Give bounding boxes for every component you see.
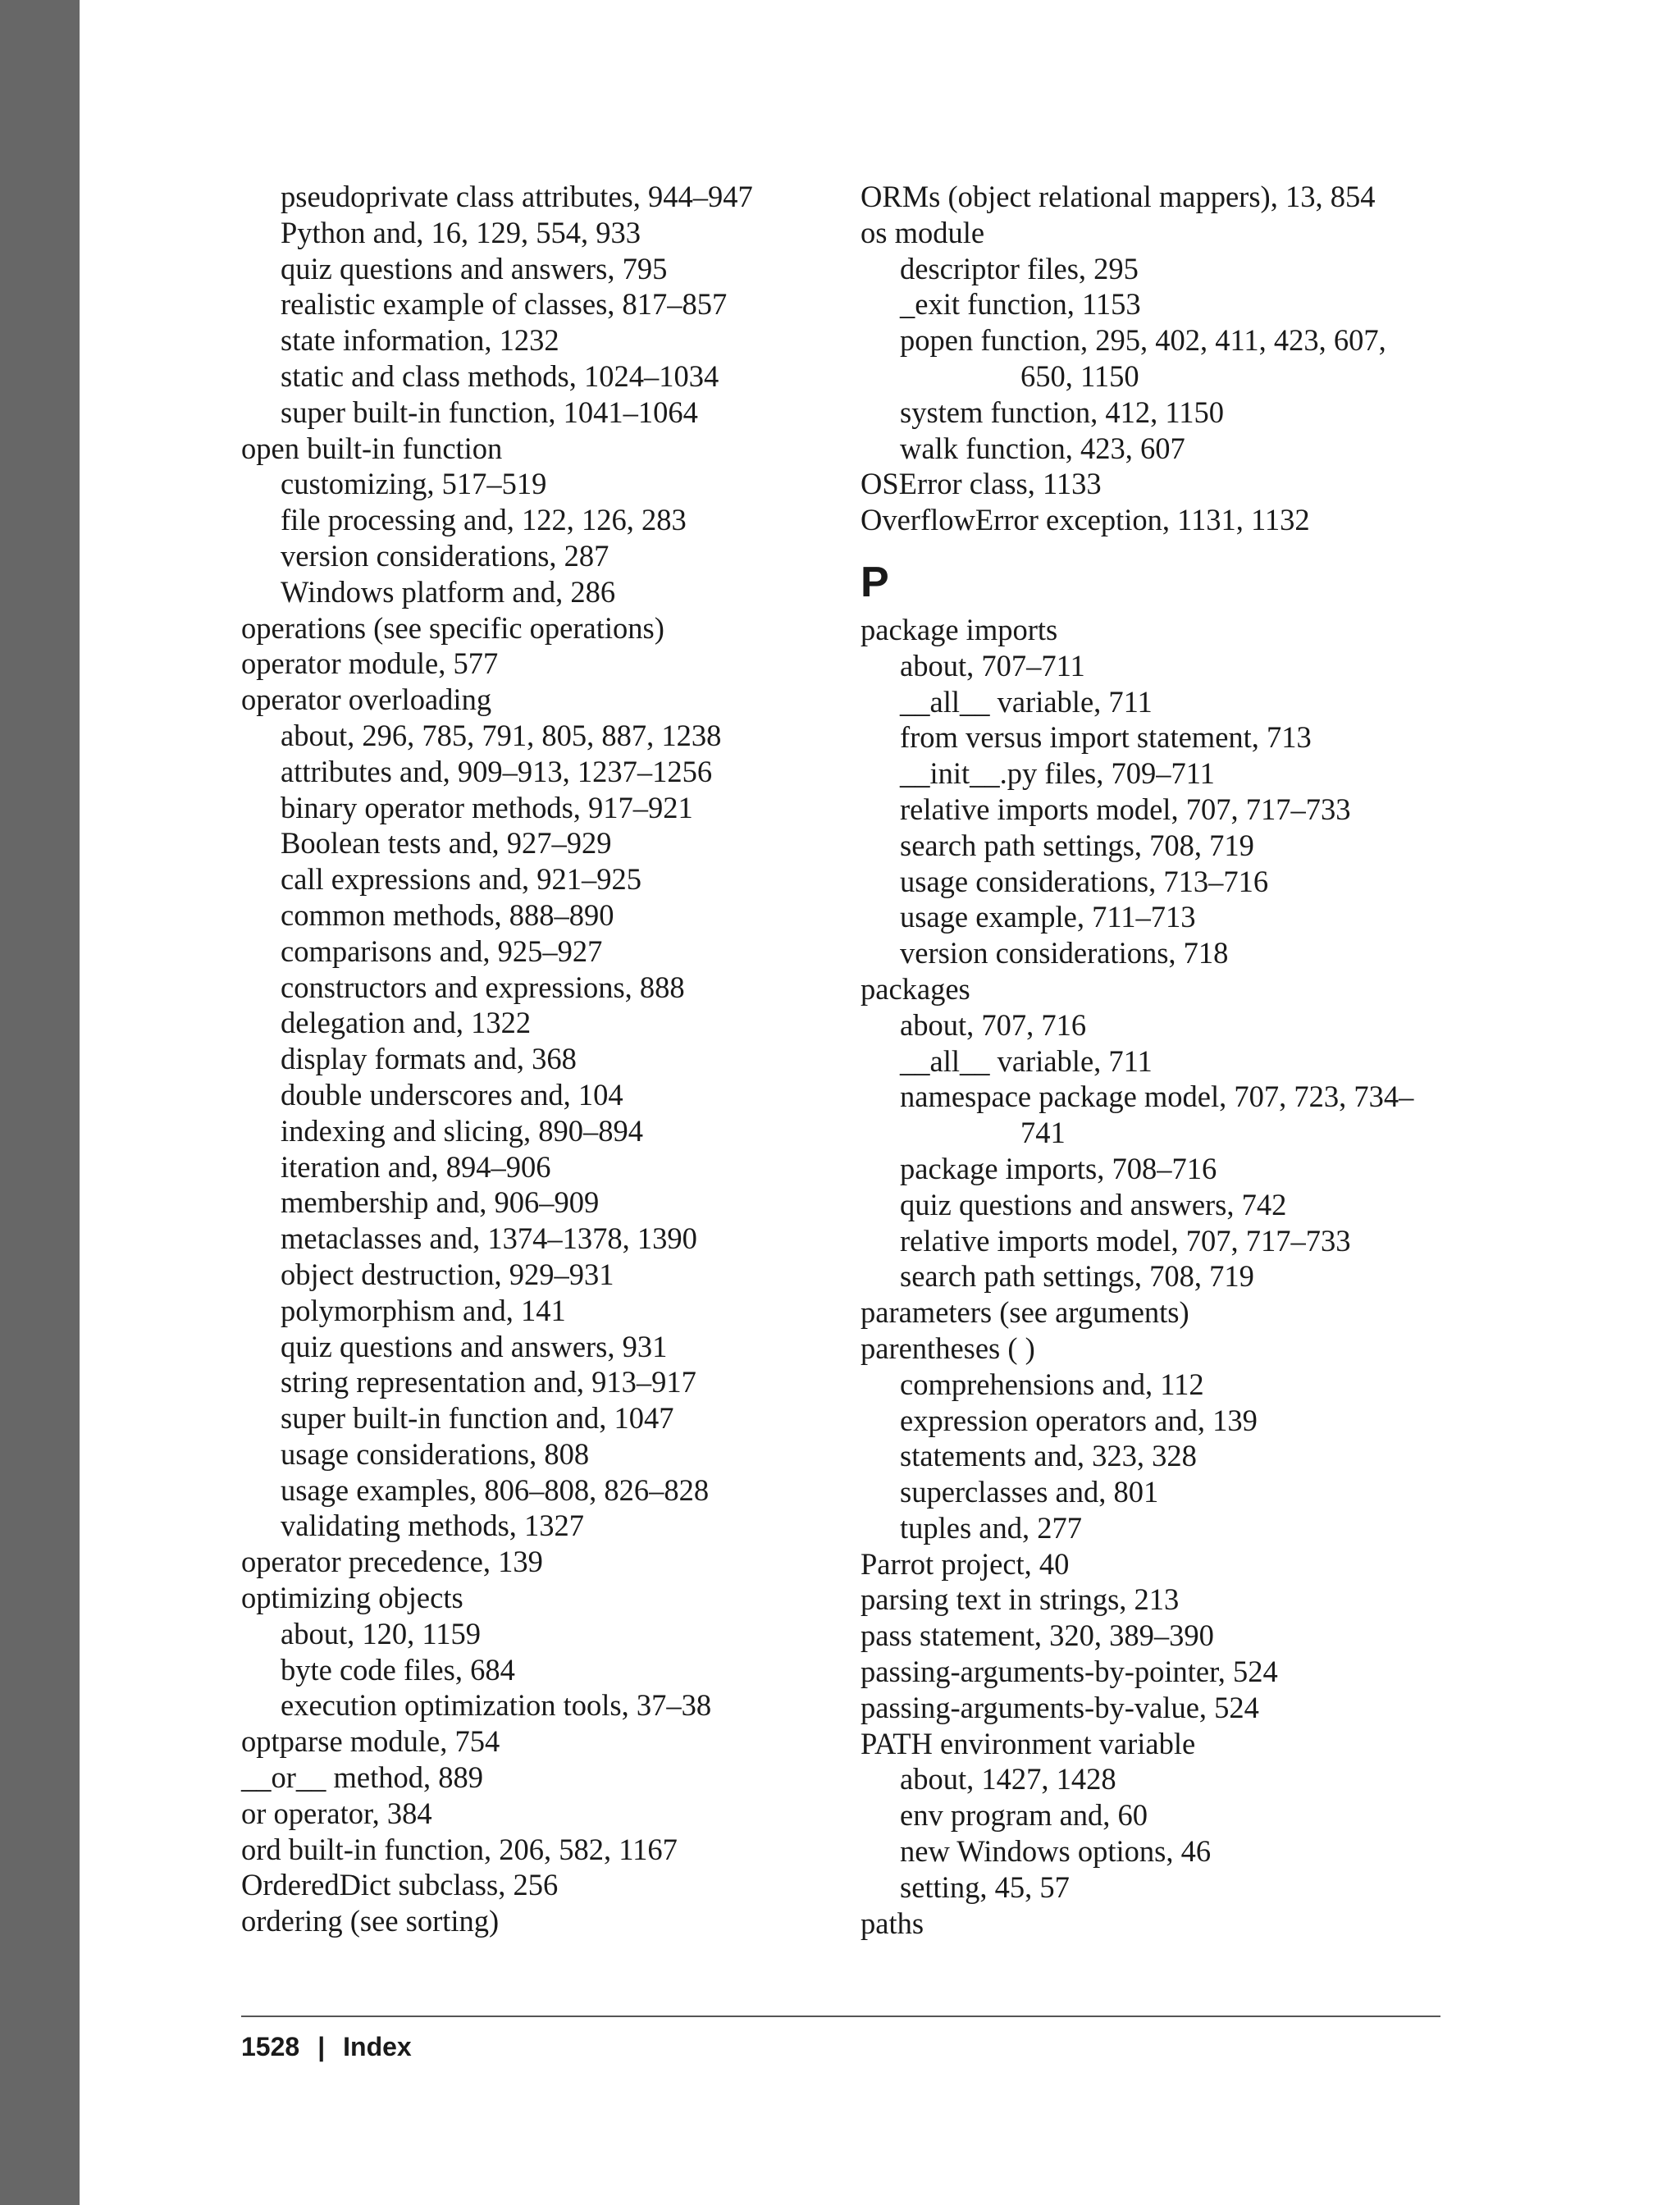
index-subentry: popen function, 295, 402, 411, 423, 607, [900,323,1386,358]
index-subentry: metaclasses and, 1374–1378, 1390 [281,1221,697,1256]
index-subentry: membership and, 906–909 [281,1185,600,1220]
index-entry: __or__ method, 889 [241,1760,484,1795]
footer-rule [241,2016,1440,2017]
index-subentry: quiz questions and answers, 795 [281,251,668,285]
index-subentry: usage considerations, 713–716 [900,864,1269,898]
index-entry: optparse module, 754 [241,1724,500,1759]
index-subentry: customizing, 517–519 [281,467,547,501]
index-entry: ord built-in function, 206, 582, 1167 [241,1832,678,1866]
index-group-p [861,612,1484,1941]
index-entry: operator overloading [241,682,492,717]
index-entry: parsing text in strings, 213 [861,1582,1180,1617]
section-letter-heading: P [861,558,889,606]
index-subentry: system function, 412, 1150 [900,395,1225,429]
index-subentry: file processing and, 122, 126, 283 [281,503,687,537]
index-subentry: state information, 1232 [281,323,559,358]
index-entry: packages [861,971,970,1006]
index-entry: parentheses ( ) [861,1331,1035,1365]
index-entry: paths [861,1906,924,1940]
index-subentry: statements and, 323, 328 [900,1439,1197,1473]
index-subentry: __all__ variable, 711 [900,684,1153,719]
index-subentry: quiz questions and answers, 931 [281,1329,668,1363]
page-number: 1528 [241,2032,300,2061]
page-edge-strip [0,0,80,2205]
index-subentry: delegation and, 1322 [281,1006,532,1040]
index-subentry: string representation and, 913–917 [281,1365,696,1399]
index-column-left [241,179,865,1939]
index-subentry: version considerations, 287 [281,538,609,573]
index-entry: passing-arguments-by-pointer, 524 [861,1655,1278,1689]
index-subentry: Boolean tests and, 927–929 [281,826,612,861]
index-subentry: call expressions and, 921–925 [281,862,641,897]
index-subentry: object destruction, 929–931 [281,1257,614,1291]
index-subentry: _exit function, 1153 [900,287,1141,322]
index-subentry: binary operator methods, 917–921 [281,790,693,824]
index-subentry: about, 1427, 1428 [900,1762,1116,1796]
index-group-o-continued [861,179,1484,538]
index-subentry: iteration and, 894–906 [281,1149,551,1184]
index-subentry: about, 707, 716 [900,1007,1087,1042]
index-subentry: quiz questions and answers, 742 [900,1187,1287,1221]
index-entry-continuation: 650, 1150 [1020,358,1139,393]
index-entry: os module [861,215,985,249]
index-subentry: polymorphism and, 141 [281,1293,566,1327]
index-entry: or operator, 384 [241,1796,432,1830]
index-entry: ORMs (object relational mappers), 13, 854 [861,180,1376,213]
index-subentry: execution optimization tools, 37–38 [281,1688,712,1723]
index-subentry: from versus import statement, 713 [900,720,1312,755]
index-subentry: expression operators and, 139 [900,1403,1258,1437]
index-subentry: relative imports model, 707, 717–733 [900,792,1351,826]
index-entry: Parrot project, 40 [861,1546,1070,1581]
index-entry: passing-arguments-by-value, 524 [861,1690,1259,1724]
index-subentry: namespace package model, 707, 723, 734– [900,1080,1414,1114]
index-entry: package imports [861,612,1058,646]
index-subentry: package imports, 708–716 [900,1151,1217,1185]
footer-section-title: Index [343,2032,412,2061]
index-subentry: usage examples, 806–808, 826–828 [281,1472,710,1507]
index-subentry: relative imports model, 707, 717–733 [900,1223,1351,1258]
index-subentry: super built-in function, 1041–1064 [281,395,698,429]
index-subentry: Python and, 16, 129, 554, 933 [281,215,641,249]
index-subentry: __init__.py files, 709–711 [900,756,1215,791]
index-subentry: search path settings, 708, 719 [900,828,1254,862]
index-subentry: about, 120, 1159 [281,1616,481,1650]
index-subentry: static and class methods, 1024–1034 [281,358,719,393]
index-subentry: about, 296, 785, 791, 805, 887, 1238 [281,718,722,752]
index-entry: operator module, 577 [241,646,499,681]
index-subentry: byte code files, 684 [281,1652,515,1687]
index-subentry: comparisons and, 925–927 [281,934,603,968]
index-entry: open built-in function [241,431,503,465]
index-subentry: usage considerations, 808 [281,1436,590,1471]
index-subentry: __all__ variable, 711 [900,1043,1153,1078]
index-subentry: setting, 45, 57 [900,1869,1070,1904]
footer-separator: | [317,2032,326,2061]
index-subentry: env program and, 60 [900,1798,1148,1833]
index-subentry: walk function, 423, 607 [900,431,1185,465]
index-entry: PATH environment variable [861,1726,1196,1760]
index-subentry: realistic example of classes, 817–857 [281,287,728,322]
index-subentry: double underscores and, 104 [281,1077,623,1112]
index-subentry: tuples and, 277 [900,1510,1083,1545]
index-entry-continuation: 741 [1020,1116,1066,1150]
index-entry: ordering (see sorting) [241,1904,500,1938]
index-entry: optimizing objects [241,1581,463,1615]
index-entry: OverflowError exception, 1131, 1132 [861,503,1310,537]
index-subentry: common methods, 888–890 [281,897,614,932]
index-subentry: constructors and expressions, 888 [281,970,685,1004]
index-subentry: attributes and, 909–913, 1237–1256 [281,754,713,788]
index-subentry: superclasses and, 801 [900,1475,1159,1509]
index-entry: operator precedence, 139 [241,1545,543,1579]
index-subentry: new Windows options, 46 [900,1834,1212,1869]
index-subentry: version considerations, 718 [900,936,1229,970]
index-subentry: usage example, 711–713 [900,900,1196,934]
index-subentry: Windows platform and, 286 [281,574,616,609]
index-subentry: search path settings, 708, 719 [900,1259,1254,1294]
index-entry: OSError class, 1133 [861,467,1102,501]
index-subentry: super built-in function and, 1047 [281,1401,674,1436]
index-subentry: validating methods, 1327 [281,1509,585,1543]
index-subentry: about, 707–711 [900,648,1085,682]
index-subentry: indexing and slicing, 890–894 [281,1113,644,1148]
index-subentry: comprehensions and, 112 [900,1367,1204,1401]
index-subentry: descriptor files, 295 [900,251,1139,285]
index-column-right [861,179,1484,1941]
index-entry: pass statement, 320, 389–390 [861,1618,1214,1653]
index-entry: operations (see specific operations) [241,610,664,645]
index-entry: parameters (see arguments) [861,1295,1189,1330]
page-footer [241,2026,412,2067]
index-subentry: display formats and, 368 [281,1042,577,1076]
index-entry: OrderedDict subclass, 256 [241,1868,559,1902]
index-subentry: pseudoprivate class attributes, 944–947 [281,180,753,213]
